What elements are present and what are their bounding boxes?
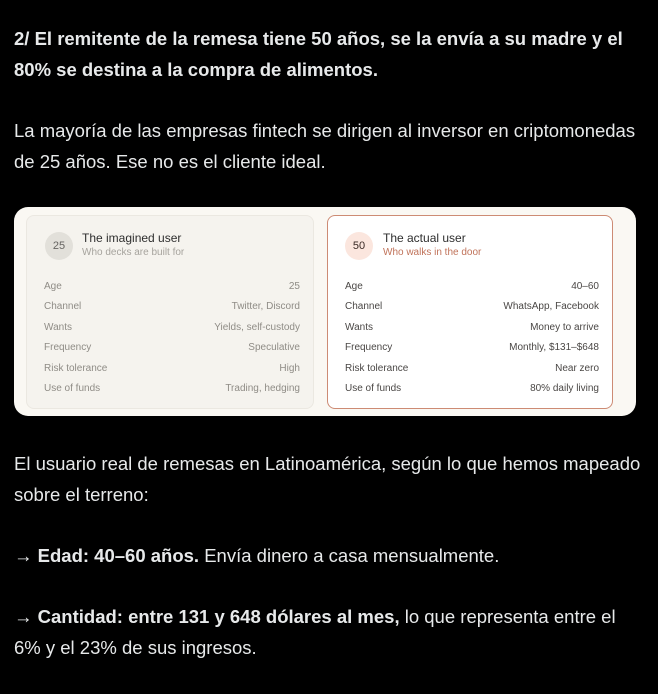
attribute-row [44, 379, 300, 400]
attribute-label: Channel [44, 301, 82, 313]
intro-heading: 2/ El remitente de la remesa tiene 50 años, se la envía a su madre y el 80% se destina a la compra de alimentos. [14, 28, 623, 80]
attribute-label: Channel [345, 301, 383, 313]
bullet-age [14, 540, 644, 571]
age-badge: 50 [345, 232, 373, 260]
attribute-value: Money to arrive [530, 321, 599, 333]
attribute-label: Use of funds [345, 383, 402, 395]
attribute-row [345, 338, 599, 359]
bullet-bold: Edad: 40–60 años. [37, 545, 200, 566]
attribute-value: Speculative [248, 342, 300, 354]
attribute-row [44, 297, 300, 318]
panel-subtitle: Who decks are built for [82, 247, 185, 258]
bullet-text: lo que representa entre el 6% y el 23% de sus ingresos. [14, 606, 616, 658]
attribute-label: Risk tolerance [44, 362, 108, 374]
actual-user-panel [327, 215, 613, 409]
attribute-row [345, 358, 599, 379]
attribute-row [345, 276, 599, 297]
attribute-value: 80% daily living [530, 383, 599, 395]
attribute-value: Monthly, $131–$648 [509, 342, 599, 354]
attribute-value: 40–60 [571, 280, 599, 292]
attribute-list [345, 276, 599, 399]
bullet-amount [14, 601, 644, 663]
panel-subtitle: Who walks in the door [383, 247, 482, 258]
bullet-bold: Cantidad: entre 131 y 648 dólares al mes, [37, 606, 400, 627]
bullet-text: Envía dinero a casa mensualmente. [204, 545, 500, 566]
attribute-row [44, 276, 300, 297]
attribute-label: Use of funds [44, 383, 101, 395]
panel-title: The actual user [383, 231, 466, 245]
comparison-image [14, 207, 636, 416]
age-badge: 25 [45, 232, 73, 260]
attribute-row [44, 338, 300, 359]
mapping-text: El usuario real de remesas en Latinoamérica, según lo que hemos mapeado sobre el terreno: [14, 453, 641, 505]
attribute-label: Risk tolerance [345, 362, 409, 374]
attribute-value: Yields, self-custody [214, 321, 300, 333]
attribute-value: 25 [288, 280, 300, 292]
attribute-label: Frequency [44, 342, 92, 354]
attribute-label: Wants [44, 321, 72, 333]
attribute-label: Frequency [345, 342, 393, 354]
panel-title: The imagined user [82, 231, 182, 245]
attribute-label: Wants [345, 321, 373, 333]
arrow-icon: → [14, 545, 33, 566]
imagined-user-panel [26, 215, 314, 409]
arrow-icon: → [14, 606, 33, 627]
attribute-value: Near zero [555, 362, 599, 374]
attribute-row [44, 317, 300, 338]
intro-body: La mayoría de las empresas fintech se dirigen al inversor en criptomonedas de 25 años. Ese no es el cliente ideal. [14, 120, 636, 172]
attribute-row [345, 297, 599, 318]
attribute-row [345, 317, 599, 338]
attribute-list [44, 276, 300, 399]
attribute-value: Twitter, Discord [231, 301, 300, 313]
attribute-value: WhatsApp, Facebook [503, 301, 599, 313]
attribute-row [345, 379, 599, 400]
attribute-value: Trading, hedging [225, 383, 300, 395]
attribute-row [44, 358, 300, 379]
attribute-value: High [279, 362, 300, 374]
attribute-label: Age [44, 280, 62, 292]
attribute-label: Age [345, 280, 363, 292]
